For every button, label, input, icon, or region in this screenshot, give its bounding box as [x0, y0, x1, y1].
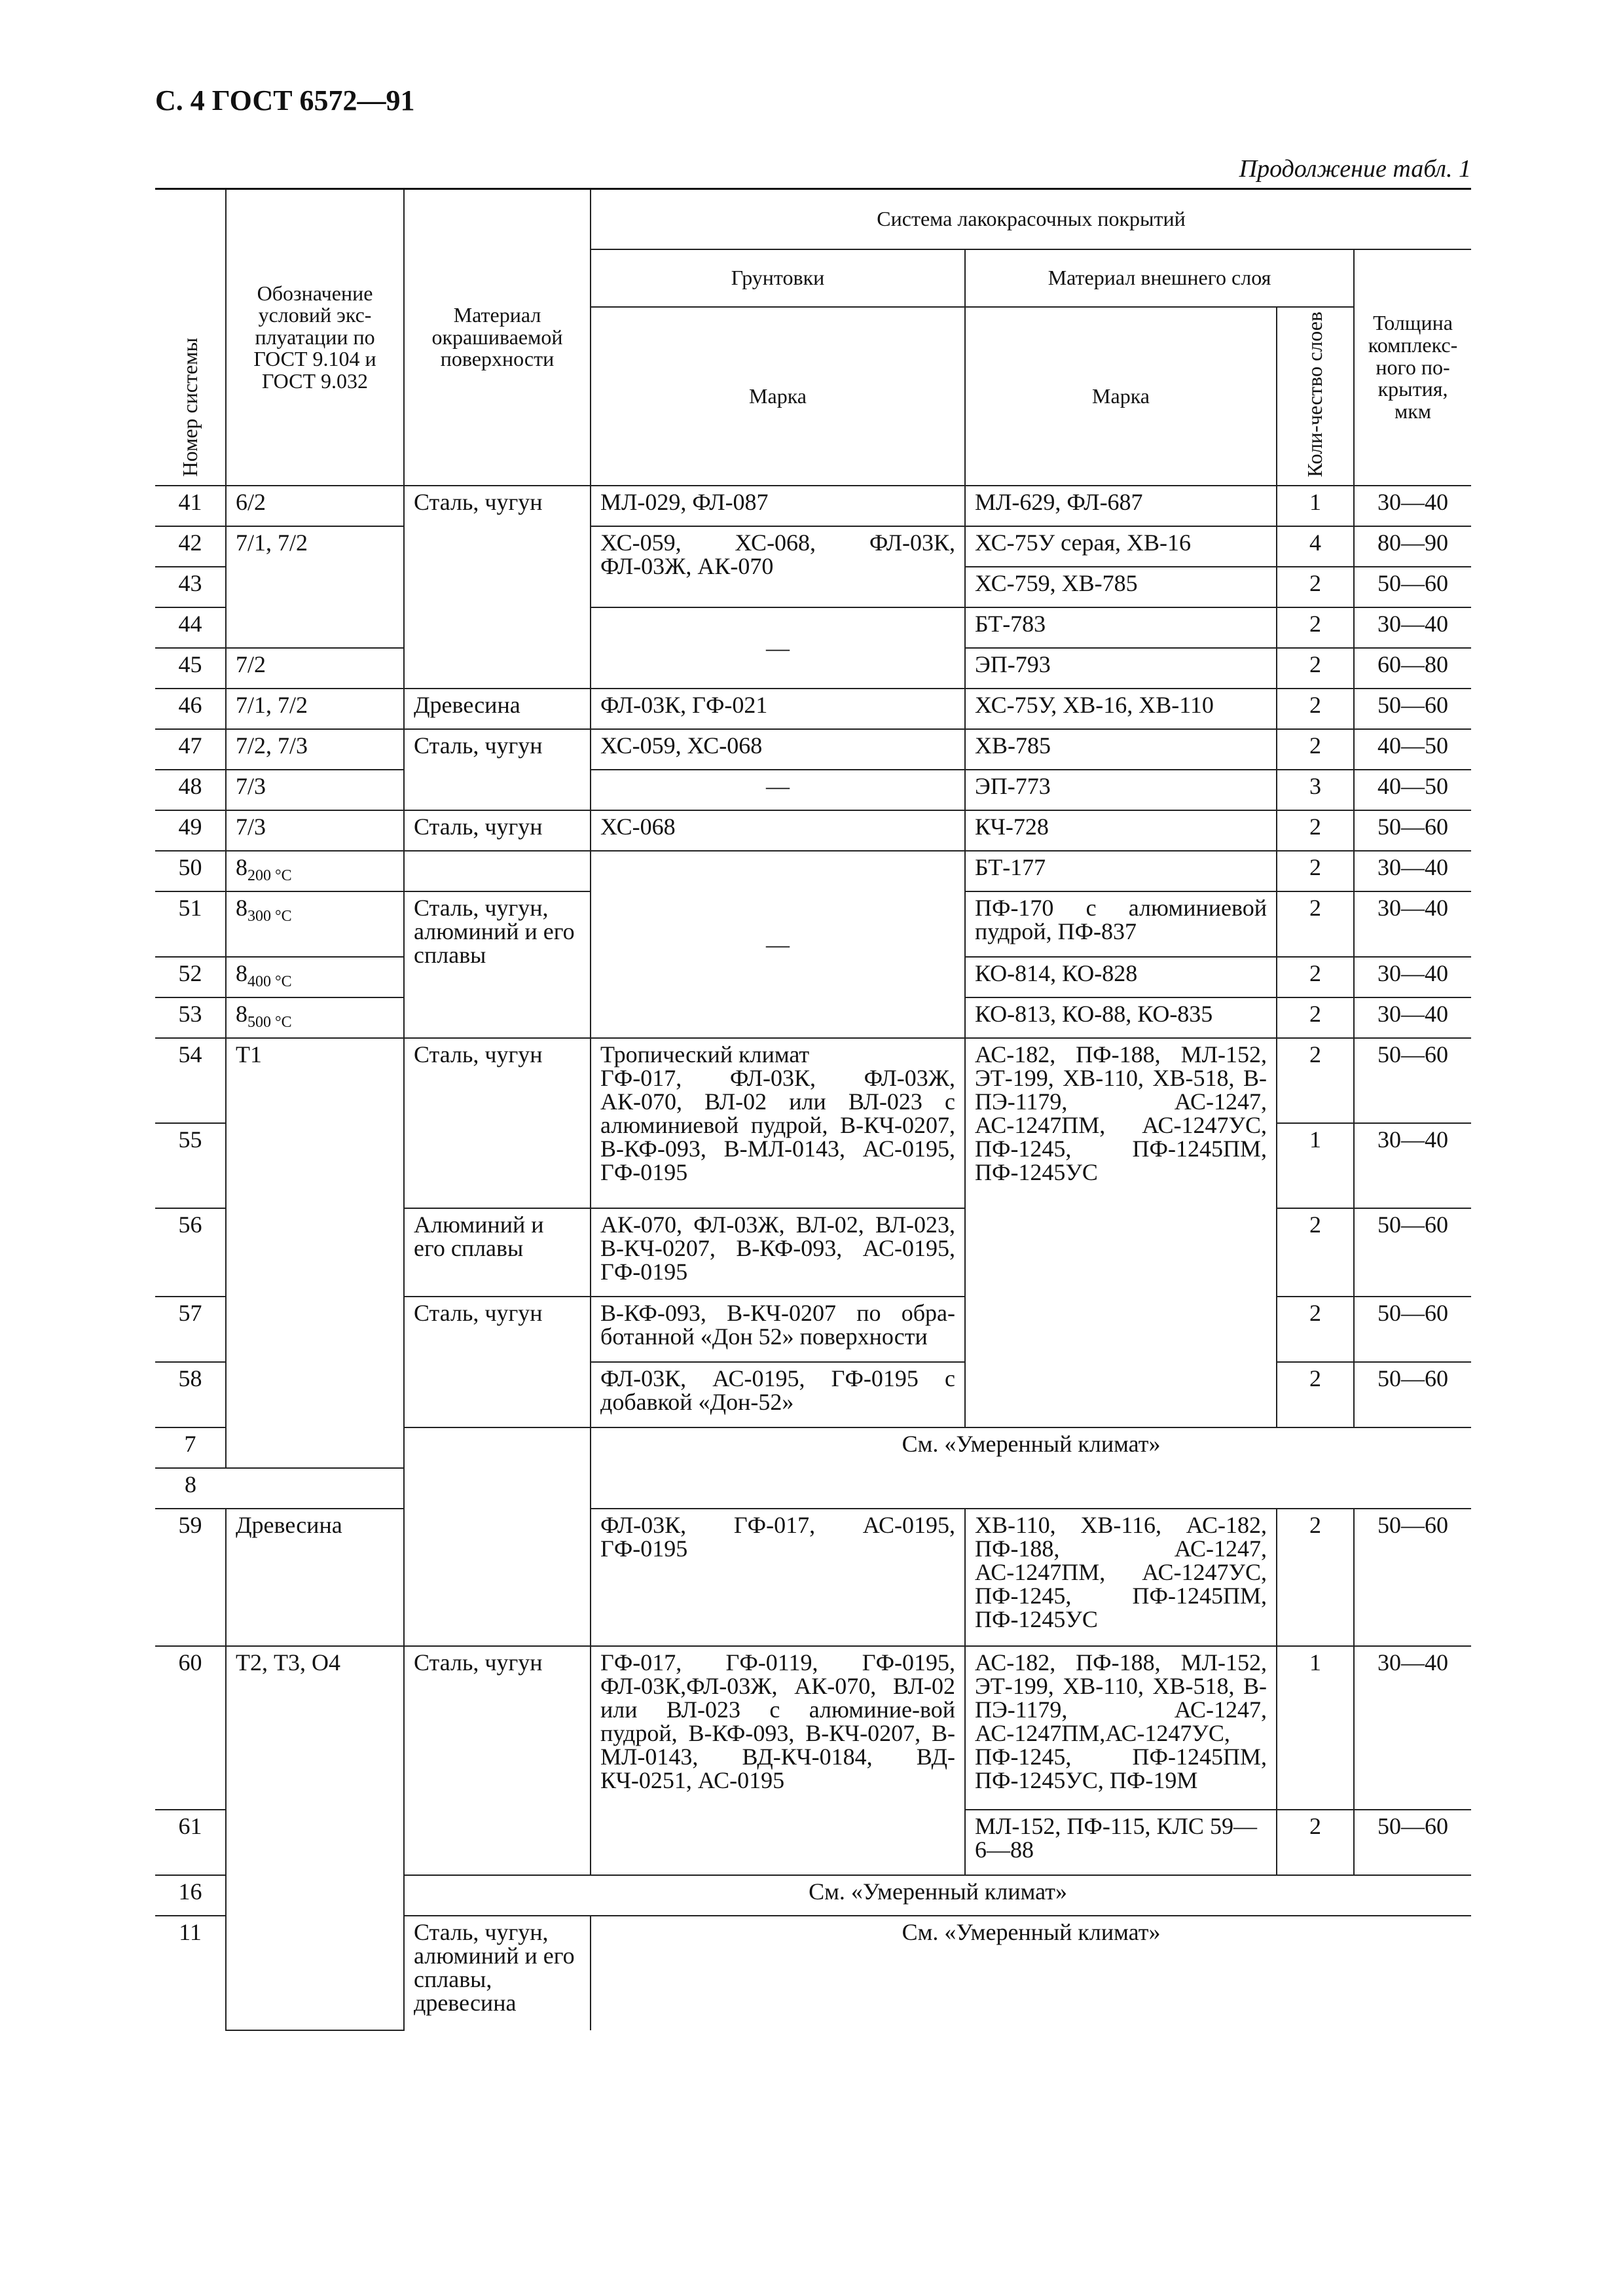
- header-outer-brand: Марка: [965, 307, 1277, 486]
- table-row: 49 7/3 Сталь, чугун ХС-068 КЧ-728 2 50—60: [155, 810, 1471, 851]
- table-row: 60 Т2, Т3, О4 Сталь, чугун ГФ-017, ГФ-0119, ГФ-0195, ФЛ-03К,ФЛ-03Ж, АК-070, ВЛ-02 или ВЛ-023 с алюминие-вой пудрой, В-КФ-093, В-КЧ-0207, В-МЛ-0143, ВД-КЧ-0184, ВД-КЧ-0251, АС-0195 АС-182, ПФ-188, МЛ-152, ЭТ-199, ХВ-110, ХВ-518, В-ПЭ-1179, АС-1247, АС-1247ПМ,АС-1247УС, ПФ-1245, ПФ-1245ПМ, ПФ-1245УС, ПФ-19М 1 30—40: [155, 1646, 1471, 1810]
- header-conditions: Обозначение условий экс-плуатации по ГОСТ 9.104 и ГОСТ 9.032: [226, 189, 404, 486]
- table-row: 7 См. «Умеренный климат»: [155, 1427, 1471, 1468]
- table-row: 46 7/1, 7/2 Древесина ФЛ-03К, ГФ-021 ХС-75У, ХВ-16, ХВ-110 2 50—60: [155, 689, 1471, 729]
- header-coating-system: Система лакокрасочных покрытий: [591, 189, 1471, 249]
- table-row: 44 — БТ-783 2 30—40: [155, 607, 1471, 648]
- table-row: 47 7/2, 7/3 Сталь, чугун ХС-059, ХС-068 ХВ-785 2 40—50: [155, 729, 1471, 770]
- table-row: 51 $8_{300 ^\circ C}$ Сталь, чугун, алюминий и его сплавы ПФ-170 с алюминиевой пудрой, ПФ-837 2 30—40: [155, 891, 1471, 957]
- table-row: 58 ФЛ-03К, АС-0195, ГФ-0195 с добавкой «Дон-52» 2 50—60: [155, 1362, 1471, 1427]
- table-row: 50 $8_{200 ^\circ C}$ — БТ-177 2 30—40: [155, 851, 1471, 891]
- page-header: С. 4 ГОСТ 6572—91: [155, 84, 415, 117]
- table-row: 43 ХС-759, ХВ-785 2 50—60: [155, 567, 1471, 607]
- continuation-label: Продолжение табл. 1: [1239, 155, 1471, 183]
- table-row: 57 Сталь, чугун В-КФ-093, В-КЧ-0207 по обра-ботанной «Дон 52» поверхности 2 50—60: [155, 1297, 1471, 1362]
- table-row: 52 $8_{400 ^\circ C}$ КО-814, КО-828 2 30—40: [155, 957, 1471, 997]
- table-row: 48 7/3 — ЭП-773 3 40—50: [155, 770, 1471, 810]
- header-layer-count: Коли-чество слоев: [1277, 307, 1354, 486]
- header-outer-layer: Материал внешнего слоя: [965, 249, 1354, 307]
- coating-systems-table: [155, 188, 1471, 2031]
- table-row: 53 $8_{500 ^\circ C}$ КО-813, КО-88, КО-835 2 30—40: [155, 997, 1471, 1038]
- table-row: 11 Сталь, чугун, алюминий и его сплавы, древесина См. «Умеренный климат»: [155, 1916, 1471, 2030]
- table-row: 41 6/2 Сталь, чугун МЛ-029, ФЛ-087 МЛ-629, ФЛ-687 1 30—40: [155, 486, 1471, 526]
- header-material: Материал окрашиваемой поверхности: [404, 189, 591, 486]
- header-thickness: Толщина комплекс-ного по-крытия, мкм: [1354, 249, 1471, 486]
- table-row: 16 См. «Умеренный климат»: [155, 1875, 1471, 1916]
- table-row: 61 МЛ-152, ПФ-115, КЛС 59—6—88 2 50—60: [155, 1810, 1471, 1875]
- header-system-number: Номер системы: [155, 189, 226, 486]
- table-row: 45 7/2 ЭП-793 2 60—80: [155, 648, 1471, 689]
- table-row: 56 Алюминий и его сплавы АК-070, ФЛ-03Ж, ВЛ-02, ВЛ-023, В-КЧ-0207, В-КФ-093, АС-0195, ГФ-0195 2 50—60: [155, 1208, 1471, 1297]
- table-row: 59 Древесина ФЛ-03К, ГФ-017, АС-0195, ГФ-0195 ХВ-110, ХВ-116, АС-182, ПФ-188, АС-1247, АС-1247ПМ, АС-1247УС, ПФ-1245, ПФ-1245ПМ, ПФ-1245УС 2 50—60: [155, 1509, 1471, 1646]
- header-primer-brand: Марка: [591, 307, 965, 486]
- header-primers: Грунтовки: [591, 249, 965, 307]
- table-row: 8: [155, 1468, 1471, 1509]
- table-row: 55 1 30—40: [155, 1123, 1471, 1208]
- table-row: 42 7/1, 7/2 ХС-059, ХС-068, ФЛ-03К, ФЛ-03Ж, АК-070 ХС-75У серая, ХВ-16 4 80—90: [155, 526, 1471, 567]
- table-row: 54 Т1 Сталь, чугун Тропический климат ГФ-017, ФЛ-03К, ФЛ-03Ж, АК-070, ВЛ-02 или ВЛ-023 с алюминиевой пудрой, В-КЧ-0207, В-КФ-093, В-МЛ-0143, АС-0195, ГФ-0195 АС-182, ПФ-188, МЛ-152, ЭТ-199, ХВ-110, ХВ-518, В-ПЭ-1179, АС-1247, АС-1247ПМ, АС-1247УС, ПФ-1245, ПФ-1245ПМ, ПФ-1245УС 2 50—60: [155, 1038, 1471, 1123]
